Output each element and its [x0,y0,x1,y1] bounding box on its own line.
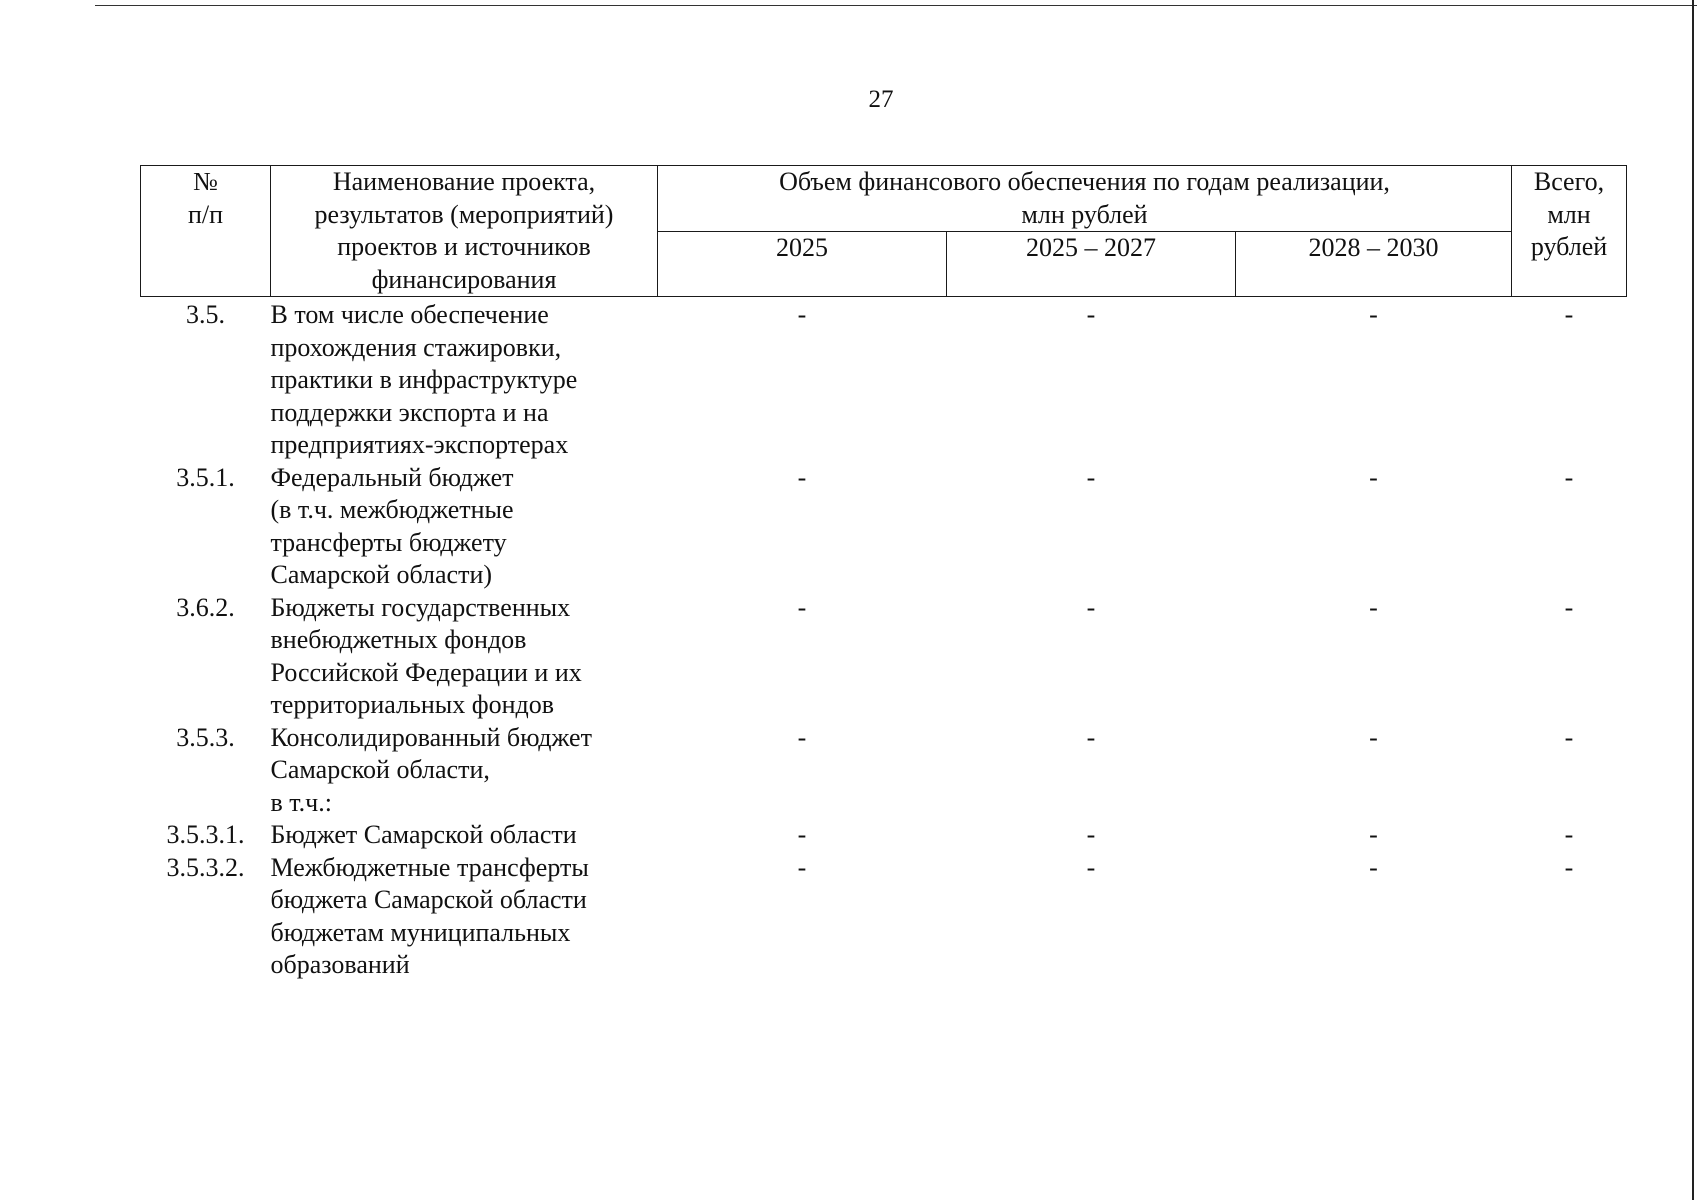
header-number-line: № [193,167,218,196]
header-number [141,166,271,297]
row-name-line: предприятиях-экспортерах [270,430,569,459]
header-total-line: Всего, [1533,167,1605,196]
header-volume-line: Объем финансового обеспечения по годам реализации, [779,167,1390,196]
row-name-line: Самарской области) [270,560,493,589]
value-2025: - [797,722,807,752]
row-name [271,462,658,592]
value-2025: - [797,820,807,849]
table-row [141,819,1627,852]
value-2025-2027: - [1086,722,1096,752]
row-name-line: Российской Федерации и их [270,657,582,687]
value-total: - [1564,852,1574,882]
value-total: - [1564,592,1574,622]
row-number: 3.5.3. [176,722,235,752]
row-name-line: поддержки экспорта и на [270,397,549,427]
value-2028-2030: - [1369,300,1378,329]
header-year-2028-2030: 2028 – 2030 [1236,232,1512,297]
table-row [141,722,1627,820]
row-name [271,722,658,820]
row-name-line: Консолидированный бюджет [270,722,592,752]
page-number: 27 [868,86,894,113]
row-name-line: Самарской области, [270,755,490,784]
value-2025: - [797,300,807,329]
row-name-line: (в т.ч. межбюджетные [270,495,514,524]
header-year-2025: 2025 [658,232,947,297]
header-total [1512,166,1627,297]
right-border-line [1692,0,1694,1200]
financing-table [140,165,1627,982]
value-2028-2030: - [1369,852,1378,882]
row-name [271,819,658,852]
value-total: - [1564,462,1574,492]
value-total: - [1564,300,1574,329]
row-name [271,592,658,722]
row-name-line: трансферты бюджету [270,527,507,557]
value-2025: - [797,852,807,882]
header-volume [658,166,1512,232]
value-2025-2027: - [1086,300,1096,329]
value-2025: - [797,592,807,622]
value-2025-2027: - [1086,592,1096,622]
header-name-line: Наименование проекта, [332,167,596,196]
header-year-2025-2027: 2025 – 2027 [947,232,1236,297]
row-name-line: Федеральный бюджет [270,462,514,492]
row-name-line: Межбюджетные трансферты [270,852,589,882]
row-number: 3.5. [186,300,225,329]
header-total-line: млн [1547,199,1591,229]
table-row [141,462,1627,592]
header-name [271,166,658,297]
row-number: 3.5.1. [176,462,235,492]
header-name-line: финансирования [371,264,557,294]
value-total: - [1564,820,1574,849]
row-name-line: В том числе обеспечение [270,300,549,329]
header-total-line: рублей [1530,232,1608,261]
table-row [141,297,1627,462]
row-name-line: образований [270,950,410,979]
value-2025-2027: - [1086,462,1096,492]
value-2028-2030: - [1369,592,1378,622]
header-name-line: проектов и источников [337,232,591,261]
header-name-line: результатов (мероприятий) [314,199,614,229]
row-name-line: бюджетам муниципальных [270,917,571,947]
row-name [271,297,658,462]
header-number-line: п/п [187,199,224,229]
row-number: 3.6.2. [176,592,235,622]
row-name-line: Бюджеты государственных [270,592,571,622]
row-name [271,852,658,982]
value-2025-2027: - [1086,820,1096,849]
table-row [141,592,1627,722]
row-name-line: прохождения стажировки, [270,332,562,362]
value-2028-2030: - [1369,462,1378,492]
value-2025: - [797,462,807,492]
row-number: 3.5.3.1. [166,820,245,849]
row-name-line: практики в инфраструктуре [270,365,578,394]
table-row [141,852,1627,982]
value-2025-2027: - [1086,852,1096,882]
row-name-line: в т.ч.: [270,787,332,817]
row-name-line: Бюджет Самарской области [270,820,577,849]
value-total: - [1564,722,1574,752]
row-name-line: территориальных фондов [270,690,554,719]
row-name-line: бюджета Самарской области [270,885,587,914]
row-number: 3.5.3.2. [166,852,245,882]
top-border-line [95,5,1697,6]
value-2028-2030: - [1369,820,1378,849]
header-volume-line: млн рублей [1021,199,1148,229]
row-name-line: внебюджетных фондов [270,625,527,654]
value-2028-2030: - [1369,722,1378,752]
